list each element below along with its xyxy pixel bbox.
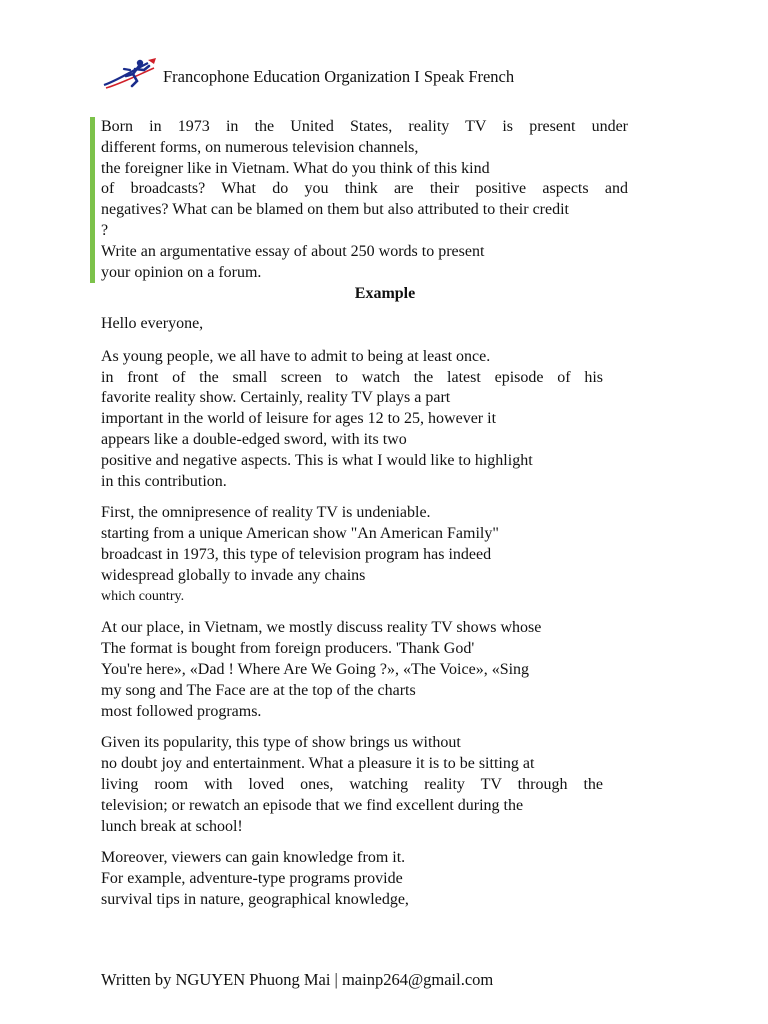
text-line: survival tips in nature, geographical knowledge,	[101, 890, 409, 908]
text-line: Given its popularity, this type of show brings us without	[101, 734, 461, 752]
text-line: in front of the small screen to watch the latest episode of his	[101, 368, 603, 386]
text-line: most followed programs.	[101, 702, 262, 720]
text-line: which country.	[101, 588, 185, 604]
text-line: Moreover, viewers can gain knowledge from it.	[101, 849, 406, 867]
text-line: positive and negative aspects. This is what I would like to highlight	[101, 451, 533, 469]
text-line: widespread globally to invade any chains	[101, 566, 366, 584]
essay-body	[101, 314, 603, 922]
text-line: As young people, we all have to admit to being at least once.	[101, 347, 491, 365]
text-line: my song and The Face are at the top of the charts	[101, 681, 416, 699]
text-line: favorite reality show. Certainly, reality TV plays a part	[101, 389, 451, 407]
text-line: The format is bought from foreign producers. 'Thank God'	[101, 640, 475, 658]
text-line: important in the world of leisure for ages 12 to 25, however it	[101, 410, 497, 428]
text-line: starting from a unique American show "An American Family"	[101, 525, 499, 543]
author-footer: Written by NGUYEN Phuong Mai | mainp264@gmail.com	[101, 970, 494, 989]
text-line: of broadcasts? What do you think are their positive aspects and	[101, 180, 628, 198]
example-heading: Example	[354, 285, 416, 302]
text-line: your opinion on a forum.	[101, 263, 262, 281]
text-line: For example, adventure-type programs provide	[101, 870, 403, 888]
text-line: different forms, on numerous television channels,	[101, 138, 419, 156]
page-header	[102, 56, 514, 92]
runner-logo-icon	[102, 57, 160, 91]
text-line: Born in 1973 in the United States, reality TV is present under	[101, 118, 628, 135]
header-title: Francophone Education Organization I Speak French	[163, 67, 515, 86]
text-line: First, the omnipresence of reality TV is undeniable.	[101, 504, 431, 522]
text-line: in this contribution.	[101, 472, 227, 490]
essay-paragraph	[101, 733, 603, 837]
text-line: negatives? What can be blamed on them but also attributed to their credit	[101, 201, 569, 219]
text-line: lunch break at school!	[101, 817, 243, 835]
text-line: At our place, in Vietnam, we mostly discuss reality TV shows whose	[101, 619, 542, 637]
text-line: the foreigner like in Vietnam. What do you think of this kind	[101, 159, 490, 177]
greeting-line: Hello everyone,	[101, 315, 204, 332]
text-line: no doubt joy and entertainment. What a pleasure it is to be sitting at	[101, 755, 535, 773]
text-line: living room with loved ones, watching reality TV through the	[101, 775, 603, 793]
text-line: appears like a double-edged sword, with its two	[101, 430, 407, 448]
text-line: broadcast in 1973, this type of television program has indeed	[101, 545, 492, 563]
text-line: ?	[101, 221, 109, 239]
essay-paragraph	[101, 848, 603, 910]
text-line: television; or rewatch an episode that we find excellent during the	[101, 796, 524, 814]
essay-paragraph	[101, 503, 603, 607]
text-line: You're here», «Dad ! Where Are We Going ?», «The Voice», «Sing	[101, 660, 530, 678]
essay-paragraph	[101, 347, 603, 493]
task-prompt-block	[90, 117, 628, 283]
text-line: Write an argumentative essay of about 250 words to present	[101, 242, 485, 260]
essay-paragraph	[101, 618, 603, 722]
